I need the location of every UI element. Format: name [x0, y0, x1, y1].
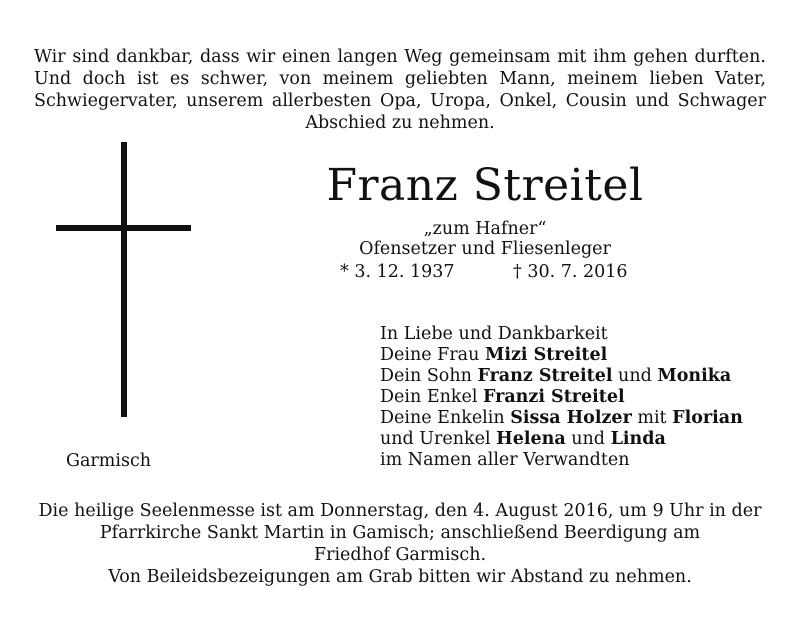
family-member-name: Helena	[496, 429, 566, 449]
family-signature	[380, 324, 743, 471]
family-member-name: Linda	[610, 429, 666, 449]
cross-icon	[121, 142, 127, 417]
place-name: Garmisch	[66, 451, 152, 471]
family-text: im Namen aller Verwandten	[380, 450, 630, 470]
family-text: und	[612, 366, 658, 386]
family-text: Deine Enkelin	[380, 408, 511, 428]
family-text: Deine Frau	[380, 345, 485, 365]
cross-icon-bar	[56, 225, 191, 231]
family-text: Dein Enkel	[380, 387, 483, 407]
deceased-name: Franz Streitel	[326, 160, 644, 211]
family-member-name: Mizi Streitel	[484, 345, 608, 365]
family-line	[380, 450, 743, 471]
family-text: In Liebe und Dankbarkeit	[380, 324, 608, 344]
intro-text: Wir sind dankbar, dass wir einen langen Weg gemeinsam mit ihm gehen durften. Und doch ist es schwer, von meinem geliebten Mann, meinem lieben Vater, Schwiegervater, unserem allerbesten Opa, Uropa, Onkel, Cousin und Schwager Abschied zu nehmen.	[34, 47, 766, 133]
deceased-profession: Ofensetzer und Fliesenleger	[359, 239, 611, 259]
family-member-name: Monika	[657, 366, 732, 386]
funeral-details-line: Die heilige Seelenmesse ist am Donnerstag, den 4. August 2016, um 9 Uhr in der	[38, 501, 762, 521]
family-member-name: Franz Streitel	[477, 366, 613, 386]
death-date: † 30. 7. 2016	[513, 262, 628, 282]
family-line	[380, 387, 743, 408]
family-text: und	[565, 429, 611, 449]
deceased-nickname: „zum Hafner“	[423, 219, 547, 239]
funeral-details-line: Pfarrkirche Sankt Martin in Gamisch; anschließend Beerdigung am	[99, 523, 701, 543]
family-line	[380, 324, 743, 345]
birth-date: * 3. 12. 1937	[340, 262, 455, 282]
family-member-name: Franzi Streitel	[482, 387, 625, 407]
family-text: und Urenkel	[380, 429, 497, 449]
family-line	[380, 429, 743, 450]
family-line	[380, 345, 743, 366]
family-line	[380, 366, 743, 387]
funeral-details-line: Friedhof Garmisch.	[313, 545, 487, 565]
family-line	[380, 408, 743, 429]
funeral-details-line: Von Beileidsbezeigungen am Grab bitten wir Abstand zu nehmen.	[108, 567, 692, 587]
family-member-name: Florian	[672, 408, 743, 428]
family-text: Dein Sohn	[380, 366, 478, 386]
funeral-details	[30, 500, 770, 588]
family-text: mit	[631, 408, 673, 428]
family-member-name: Sissa Holzer	[510, 408, 632, 428]
